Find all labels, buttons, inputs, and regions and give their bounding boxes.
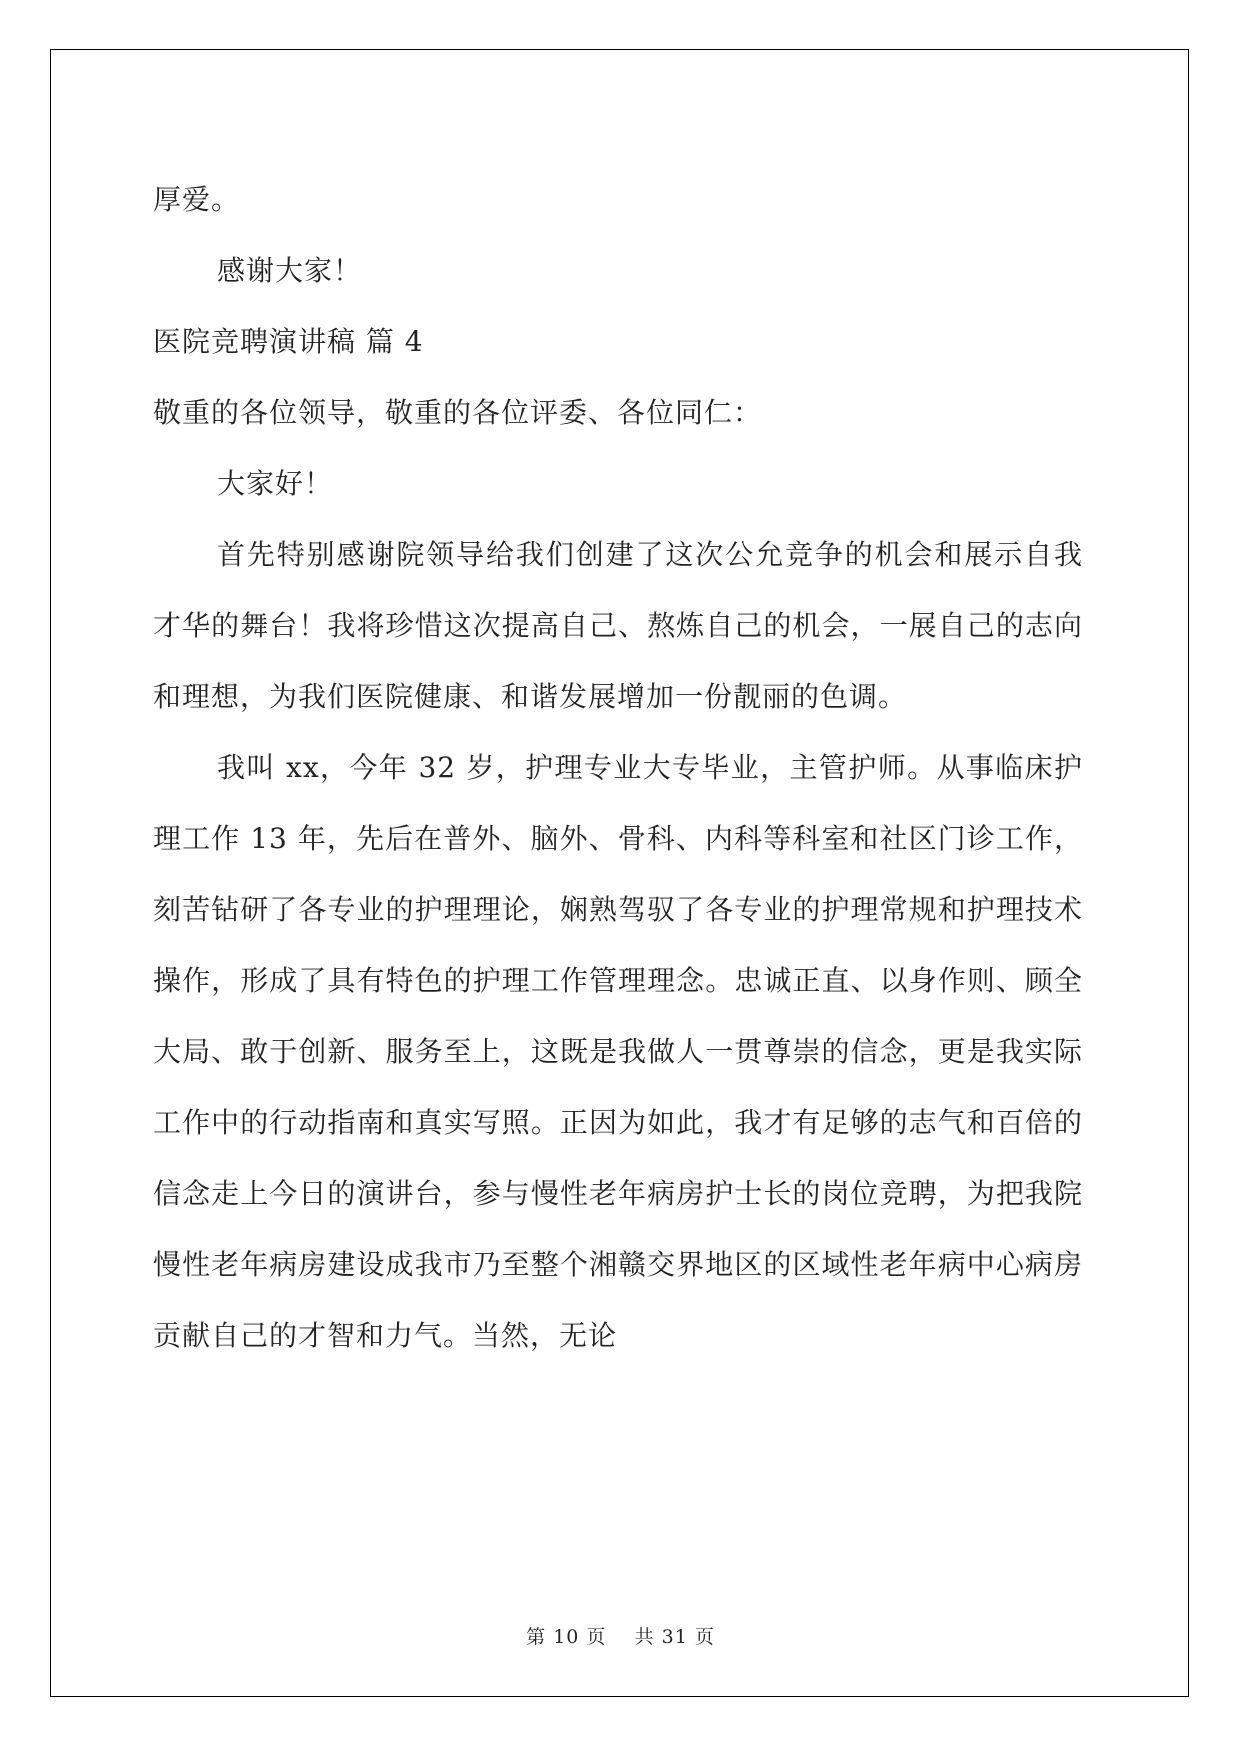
salutation: 敬重的各位领导，敬重的各位评委、各位同仁：	[153, 396, 763, 429]
page-footer	[0, 1622, 1241, 1649]
paragraph-self-introduction: 我叫 xx，今年 32 岁，护理专业大专毕业，主管护师。从事临床护理工作 13 年，先后在普外、脑外、骨科、内科等科室和社区门诊工作，刻苦钻研了各专业的护理理论，娴熟驾驭了各专业的护理常规和护理技术操作，形成了具有特色的护理工作管理理念。忠诚正直、以身作则、顾全大局、敢于创新、服务至上，这既是我做人一贯尊崇的信念，更是我实际工作中的行动指南和真实写照。正因为如此，我才有足够的志气和百倍的信念走上今日的演讲台，参与慢性老年病房护士长的岗位竞聘，为把我院慢性老年病房建设成我市乃至整个湘赣交界地区的区域性老年病中心病房贡献自己的才智和力气。当然，无论	[153, 751, 1083, 1352]
page-number-label: 第 10 页 共 31 页	[526, 1626, 715, 1648]
paragraph-closing-word: 厚爱。	[153, 183, 241, 216]
document-body	[153, 164, 1083, 1371]
section-heading: 医院竞聘演讲稿 篇 4	[153, 325, 424, 358]
paragraph-thanks: 感谢大家！	[217, 254, 363, 287]
paragraph-intro: 首先特别感谢院领导给我们创建了这次公允竞争的机会和展示自我才华的舞台！我将珍惜这次提高自己、熬炼自己的机会，一展自己的志向和理想，为我们医院健康、和谐发展增加一份靓丽的色调。	[153, 538, 1083, 713]
greeting: 大家好！	[217, 467, 334, 500]
